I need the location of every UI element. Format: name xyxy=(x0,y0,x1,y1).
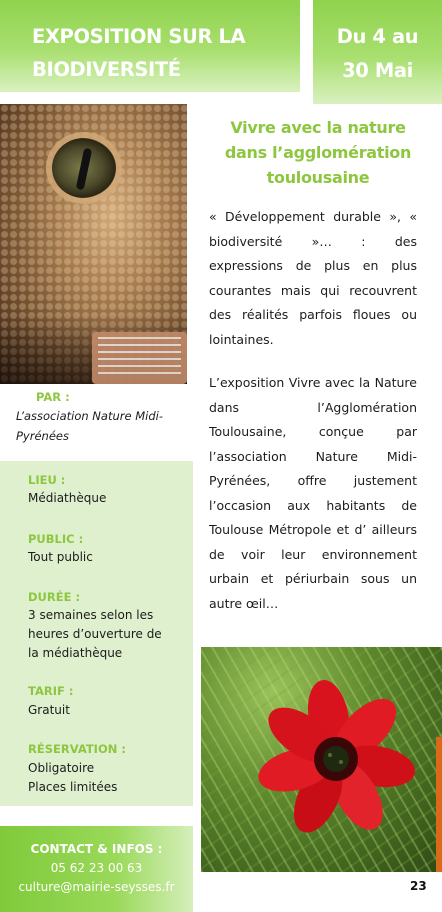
photo-inset-card xyxy=(92,332,187,384)
exhibition-dates xyxy=(313,20,442,88)
photo-edge-strip xyxy=(436,737,442,872)
credits-line2: Pyrénées xyxy=(16,429,69,443)
price-label: TARIF : xyxy=(28,684,74,698)
contact-phone[interactable]: 05 62 23 00 63 xyxy=(50,861,143,875)
credits-line1: L’association Nature Midi- xyxy=(16,409,163,423)
credits-label: PAR : xyxy=(36,390,70,404)
date-line1: Du 4 au xyxy=(336,25,419,48)
flower-illustration xyxy=(201,647,442,872)
duration-label: DURÉE : xyxy=(28,590,81,604)
article-subtitle xyxy=(207,115,429,190)
exhibition-title-line2: BIODIVERSITÉ xyxy=(32,58,181,81)
duration-line3: la médiathèque xyxy=(28,646,123,660)
contact-email[interactable]: culture@mairie-seysses.fr xyxy=(18,880,175,894)
duration-line1: 3 semaines selon les xyxy=(28,608,154,622)
exhibition-title xyxy=(32,20,292,86)
subtitle-line2: dans l’agglomération xyxy=(224,143,412,162)
date-line2: 30 Mai xyxy=(342,59,413,82)
article-paragraph-intro: « Développement durable », « biodiversité »… : des expressions de plus en plus courantes mais qui recouvrent des réalités parfois floues ou lointaines. xyxy=(209,209,417,347)
page-number: 23 xyxy=(410,879,427,893)
audience-value: Tout public xyxy=(28,550,93,564)
gecko-photo xyxy=(0,104,187,384)
venue-value: Médiathèque xyxy=(28,491,107,505)
info-panel xyxy=(0,461,193,806)
article-paragraph-exhibition: L’exposition Vivre avec la Nature dans l’Agglomération Toulousaine, conçue par l’association Nature Midi-Pyrénées, offre justement l’occasion aux habitants de Toulouse Métropole et d’ ailleurs de voir leur environnement urbain et périurbain sous un autre œil… xyxy=(209,375,417,611)
audience-label: PUBLIC : xyxy=(28,532,84,546)
booking-line2: Places limitées xyxy=(28,780,118,794)
duration-line2: heures d’ouverture de xyxy=(28,627,162,641)
booking-label: RÉSERVATION : xyxy=(28,742,126,756)
subtitle-line3: toulousaine xyxy=(266,168,370,187)
date-banner xyxy=(313,0,442,104)
price-value: Gratuit xyxy=(28,703,70,717)
header-separator xyxy=(195,92,313,104)
subtitle-line1: Vivre avec la nature xyxy=(230,118,406,137)
exhibition-title-line1: EXPOSITION SUR LA xyxy=(32,25,246,48)
credits-organizer xyxy=(16,406,186,446)
exhibition-title-banner xyxy=(0,0,300,92)
venue-label: LIEU : xyxy=(28,473,66,487)
contact-label: CONTACT & INFOS : xyxy=(30,842,163,856)
red-flower-photo xyxy=(201,647,442,872)
booking-line1: Obligatoire xyxy=(28,761,95,775)
duration-value xyxy=(28,606,188,663)
contact-box xyxy=(0,826,193,912)
booking-value xyxy=(28,759,188,797)
